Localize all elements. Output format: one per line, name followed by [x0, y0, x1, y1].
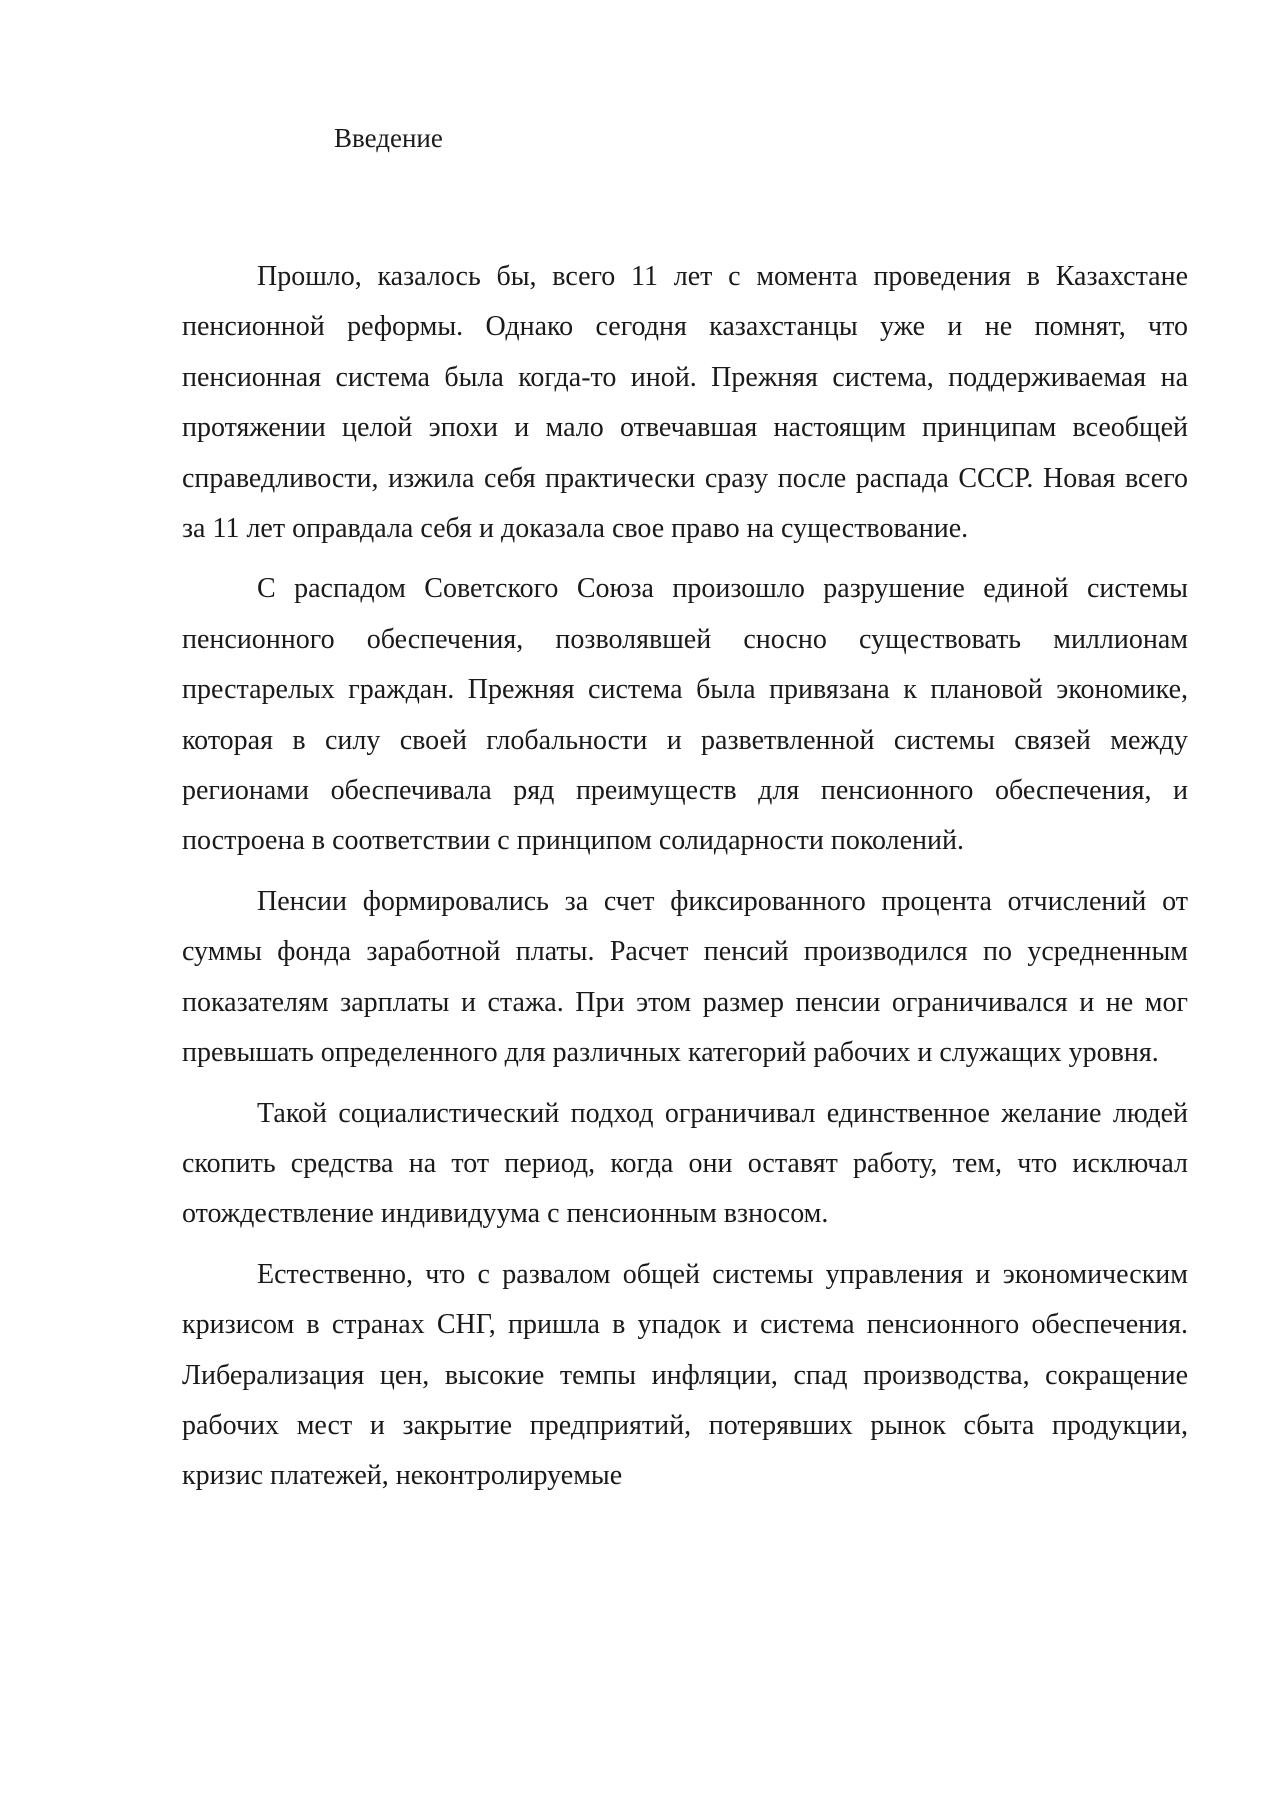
paragraph-2: С распадом Советского Союза произошло разрушение единой системы пенсионного обеспечения, позволявшей сносно существовать миллионам престарелых граждан. Прежняя система была привязана к плановой экономике, которая в силу своей глобальности и разветвленной системы связей между регионами обеспечивала ряд преимуществ для пенсионного обеспечения, и построена в соответствии с принципом солидарности поколений. [182, 573, 1188, 857]
page-title: Введение [334, 123, 443, 153]
paragraph-4: Такой социалистический подход ограничивал единственное желание людей скопить средства на тот период, когда они оставят работу, тем, что исключал отождествление индивидуума с пенсионным взносом. [182, 1097, 1188, 1230]
document-body [182, 252, 1188, 1512]
paragraph-5: Естественно, что с развалом общей системы управления и экономическим кризисом в странах СНГ, пришла в упадок и система пенсионного обеспечения. Либерализация цен, высокие темпы инфляции, спад производства, сокращение рабочих мест и закрытие предприятий, потерявших рынок сбыта продукции, кризис платежей, неконтролируемые [182, 1258, 1188, 1492]
paragraph-1: Прошло, казалось бы, всего 11 лет с момента проведения в Казахстане пенсионной реформы. Однако сегодня казахстанцы уже и не помнят, что пенсионная система была когда-то иной. Прежняя система, поддерживаемая на протяжении целой эпохи и мало отвечавшая настоящим принципам всеобщей справедливости, изжила себя практически сразу после распада СССР. Новая всего за 11 лет оправдала себя и доказала свое право на существование. [182, 261, 1188, 545]
paragraph-3: Пенсии формировались за счет фиксированного процента отчислений от суммы фонда заработной платы. Расчет пенсий производился по усредненным показателям зарплаты и стажа. При этом размер пенсии ограничивался и не мог превышать определенного для различных категорий рабочих и служащих уровня. [182, 885, 1188, 1069]
